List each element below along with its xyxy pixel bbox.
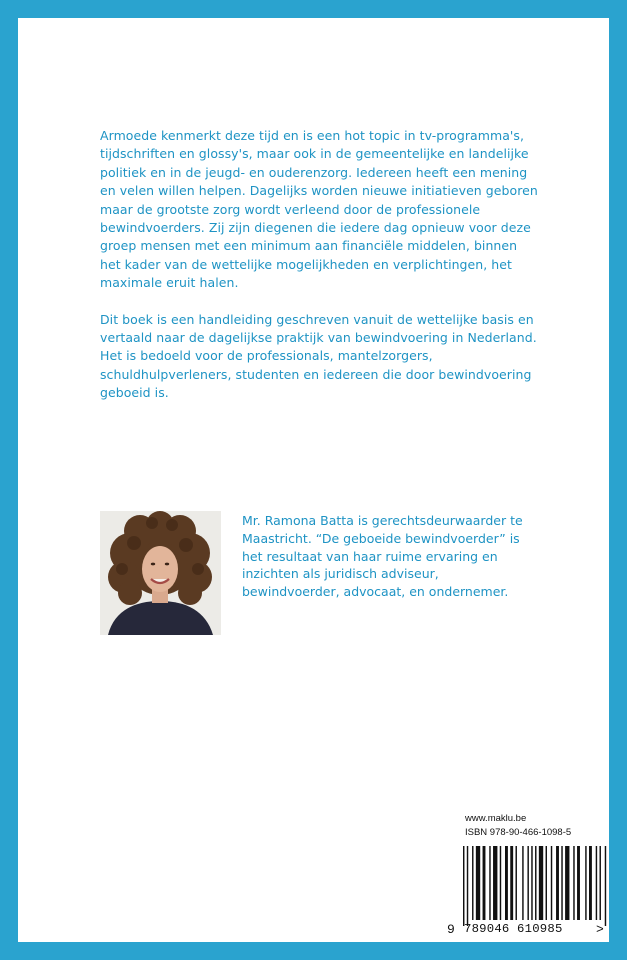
- barcode-bars: [447, 846, 607, 926]
- publisher-info: [465, 812, 571, 839]
- blurb-text: [100, 127, 540, 421]
- blurb-paragraph-1: Armoede kenmerkt deze tijd en is een hot topic in tv-programma's, tijdschriften en glossy's, maar ook in de gemeentelijke en landelijke politiek en in de jeugd- en ouderenzorg. Iedereen heeft een mening en velen willen helpen. Dagelijks worden nieuwe initiatieven geboren maar de grootste zorg wordt verleend door de professionele bewindvoerders. Zij zijn diegenen die iedere dag opnieuw voor deze groep mensen met een minimum aan financiële middelen, binnen het kader van de wettelijke mogelijkheden en verplichtingen, het maximale eruit halen.: [100, 128, 538, 291]
- author-portrait-illustration: [100, 511, 221, 635]
- author-bio: Mr. Ramona Batta is gerechtsdeurwaarder te Maastricht. “De geboeide bewindvoerder” is het resultaat van haar ruime ervaring en inzichten als juridisch adviseur, bewindvoerder, advocaat, en ondernemer.: [242, 513, 523, 600]
- publisher-website: www.maklu.be: [465, 813, 527, 824]
- barcode-digits: 789046 610985: [464, 922, 563, 936]
- isbn-text: ISBN 978-90-466-1098-5: [465, 826, 572, 838]
- barcode-digit-first: 9: [447, 922, 455, 937]
- isbn-barcode: [447, 846, 607, 946]
- author-photo: [100, 511, 221, 635]
- barcode-chevron: >: [596, 922, 604, 937]
- blurb-paragraph-2: Dit boek is een handleiding geschreven vanuit de wettelijke basis en vertaald naar de dagelijkse praktijk van bewindvoering in Nederland. Het is bedoeld voor de professionals, mantelzorgers, schuldhulpverleners, studenten en iedereen die door bewindvoering geboeid is.: [100, 311, 537, 401]
